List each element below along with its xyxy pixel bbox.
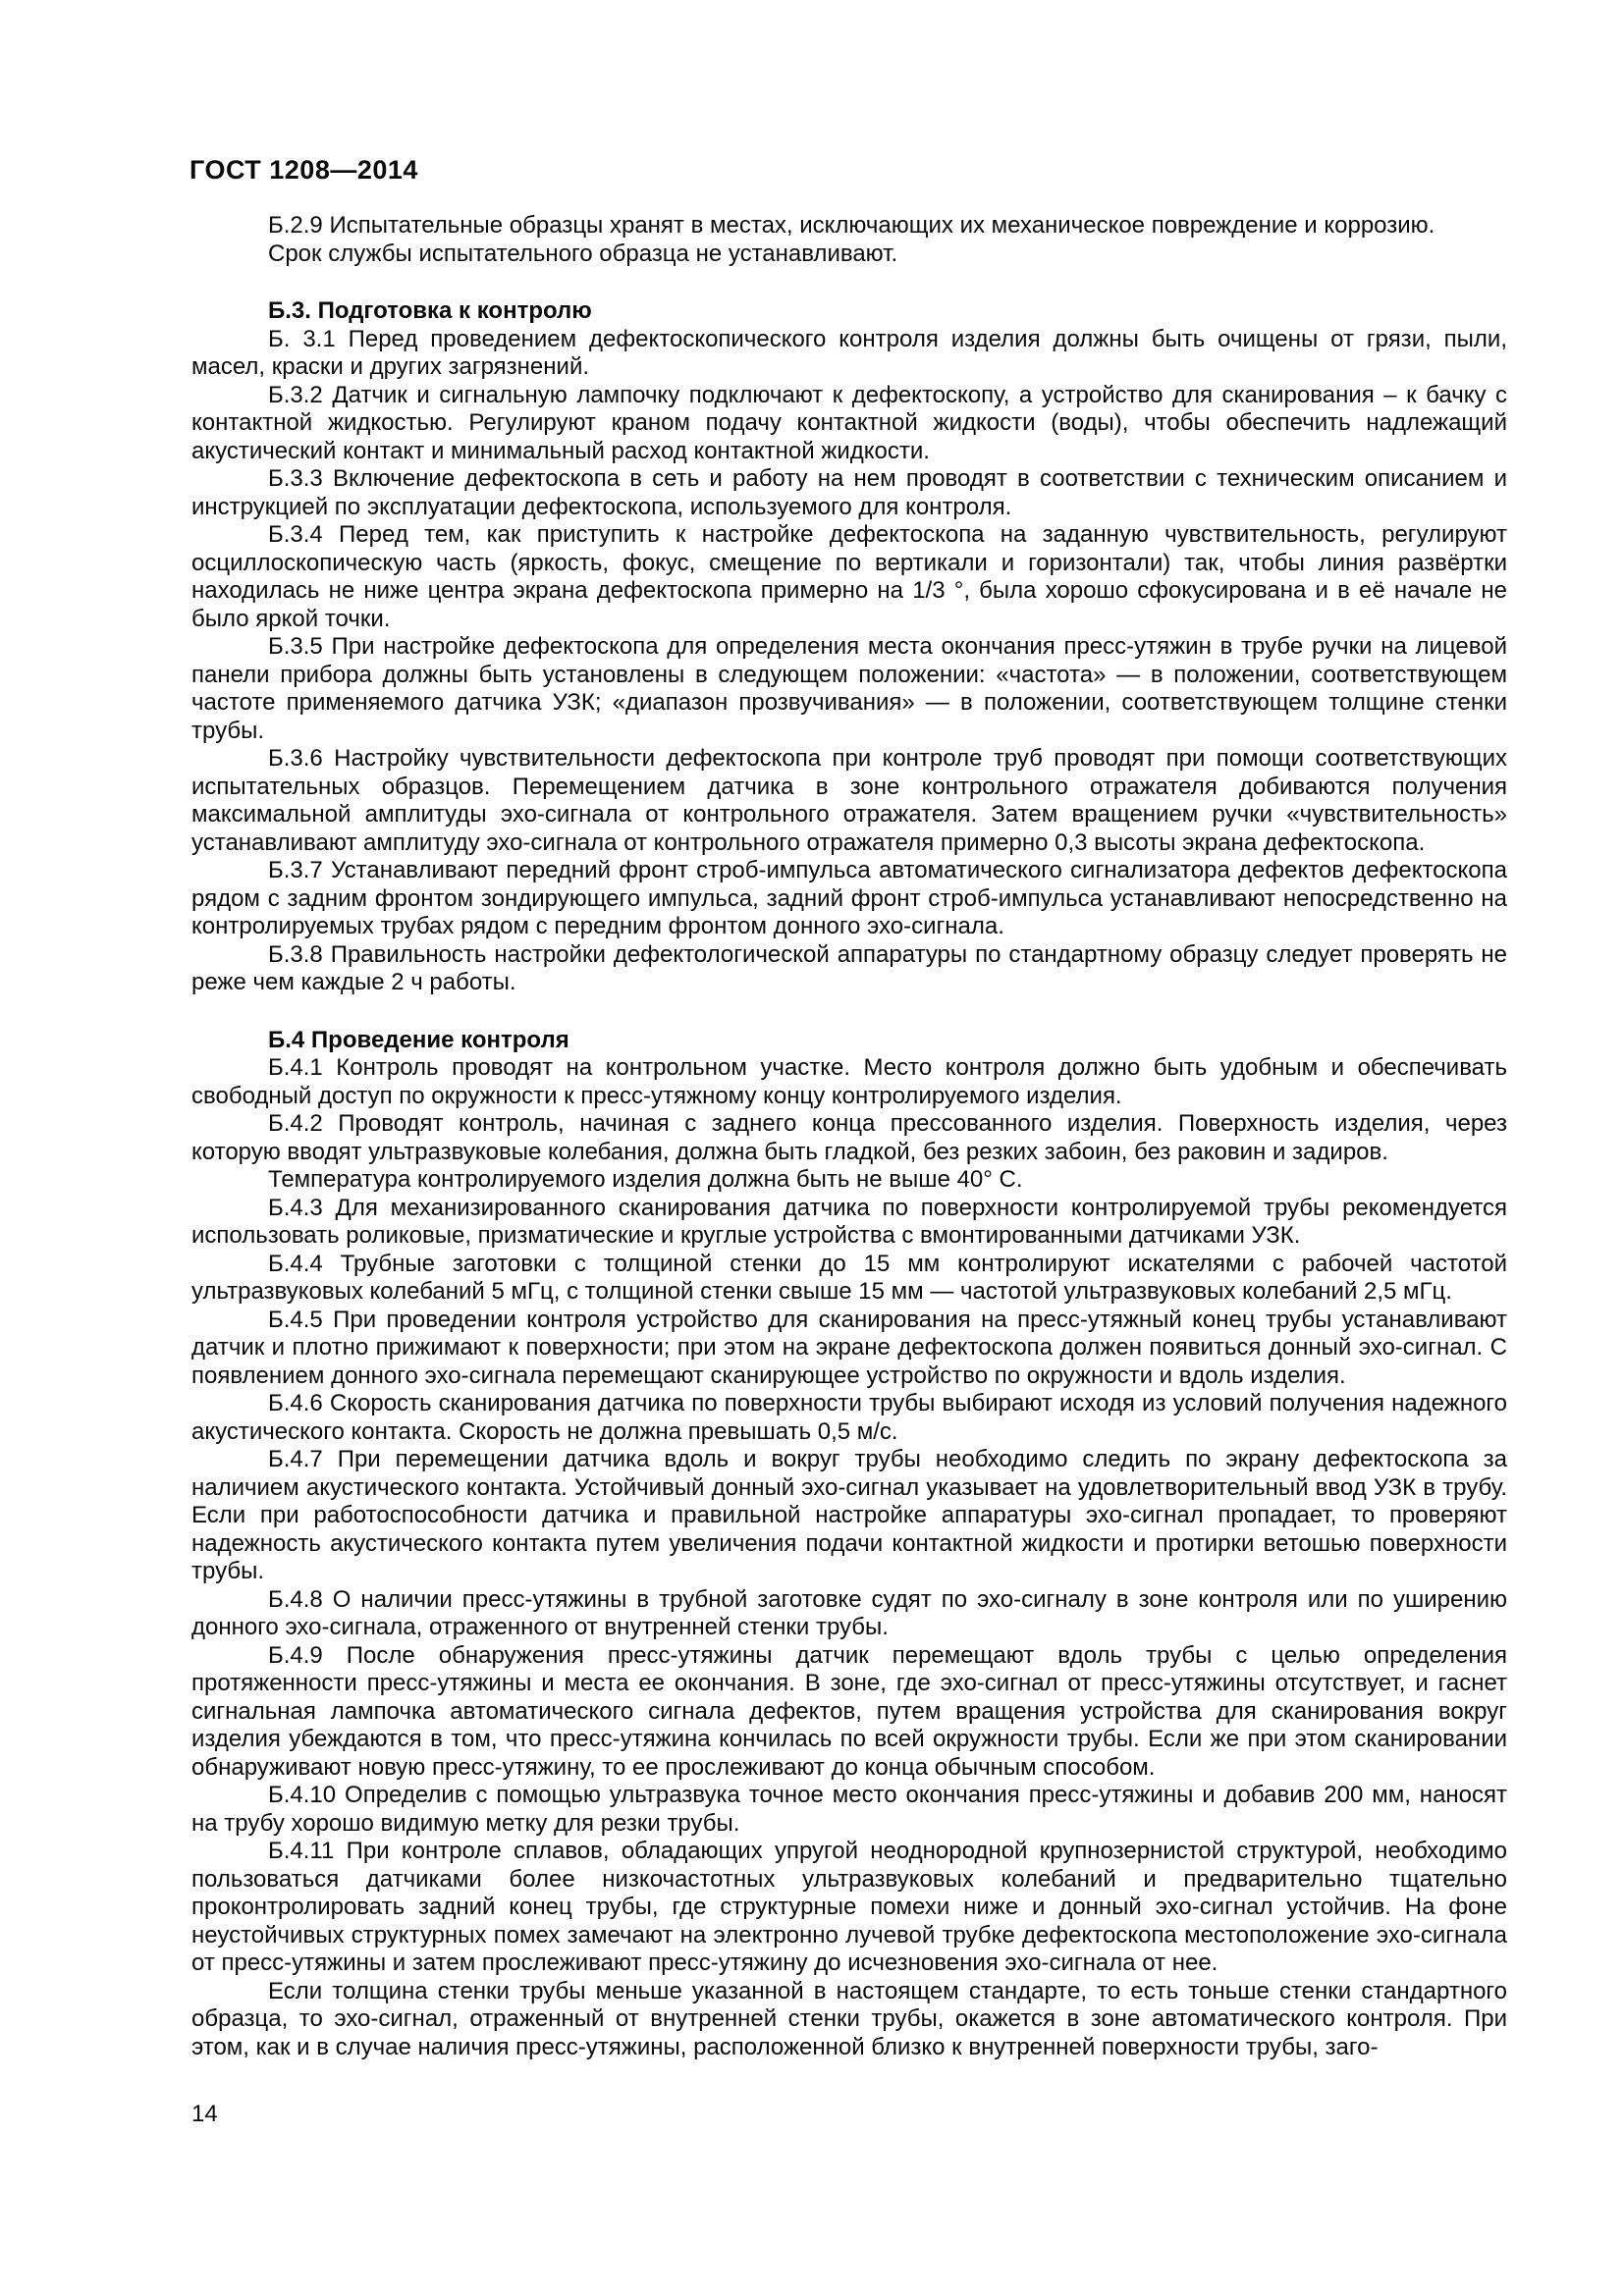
paragraph: Б.4.2 Проводят контроль, начиная с заднего конца прессованного изделия. Поверхность изделия, через которую вводят ультразвуковые колебания, должна быть гладкой, без резких забоин, без раковин и задиров.	[191, 1110, 1507, 1165]
paragraph: Температура контролируемого изделия должна быть не выше 40° С.	[268, 1166, 1023, 1193]
paragraph: Б.4.5 При проведении контроля устройство для сканирования на пресс-утяжный конец трубы устанавливают датчик и плотно прижимают к поверхности; при этом на экране дефектоскопа должен появиться донный эхо-сигнал. С появлением донного эхо-сигнала перемещают сканирующее устройство по окружности и вдоль изделия.	[191, 1306, 1507, 1389]
paragraph: Б.3.2 Датчик и сигнальную лампочку подключают к дефектоскопу, а устройство для сканирования – к бачку с контактной жидкостью. Регулируют краном подачу контактной жидкости (воды), чтобы обеспечить надлежащий акустический контакт и минимальный расход контактной жидкости.	[191, 381, 1507, 464]
paragraph: Б.3.8 Правильность настройки дефектологической аппаратуры по стандартному образцу следует проверять не реже чем каждые 2 ч работы.	[191, 940, 1507, 995]
paragraph: Б.4.1 Контроль проводят на контрольном участке. Место контроля должно быть удобным и обеспечивать свободный доступ по окружности к пресс-утяжному концу контролируемого изделия.	[191, 1054, 1507, 1109]
content-column	[191, 212, 1507, 2061]
standard-code-header: ГОСТ 1208—2014	[189, 155, 418, 185]
paragraph: Б.4.10 Определив с помощью ультразвука точное место окончания пресс-утяжины и добавив 200 мм, наносят на трубу хорошо видимую метку для резки трубы.	[191, 1782, 1507, 1837]
paragraph: Б. 3.1 Перед проведением дефектоскопического контроля изделия должны быть очищены от грязи, пыли, масел, краски и других загрязнений.	[191, 325, 1507, 380]
paragraph: Если толщина стенки трубы меньше указанной в настоящем стандарте, то есть тоньше стенки стандартного образца, то эхо-сигнал, отраженный от внутренней стенки трубы, окажется в зоне автоматического контроля. При этом, как и в случае наличия пресс-утяжины, расположенной близко к внутренней поверхности трубы, заго-	[191, 1977, 1507, 2060]
paragraph: Б.4.8 О наличии пресс-утяжины в трубной заготовке судят по эхо-сигналу в зоне контроля или по уширению донного эхо-сигнала, отраженного от внутренней стенки трубы.	[191, 1585, 1507, 1640]
paragraph: Б.2.9 Испытательные образцы хранят в местах, исключающих их механическое повреждение и коррозию.	[268, 212, 1435, 239]
paragraph: Б.3.4 Перед тем, как приступить к настройке дефектоскопа на заданную чувствительность, регулируют осциллоскопическую часть (яркость, фокус, смещение по вертикали и горизонтали) так, чтобы линия развёртки находилась не ниже центра экрана дефектоскопа примерно на 1/3 °, была хорошо сфокусирована и в её начале не было яркой точки.	[191, 521, 1507, 632]
paragraph: Б.4.7 При перемещении датчика вдоль и вокруг трубы необходимо следить по экрану дефектоскопа за наличием акустического контакта. Устойчивый донный эхо-сигнал указывает на удовлетворительный ввод УЗК в трубу. Если при работоспособности датчика и правильной настройке аппаратуры эхо-сигнал пропадает, то проверяют надежность акустического контакта путем увеличения подачи контактной жидкости и протирки ветошью поверхности трубы.	[191, 1446, 1507, 1584]
paragraph: Б.4.6 Скорость сканирования датчика по поверхности трубы выбирают исходя из условий получения надежного акустического контакта. Скорость не должна превышать 0,5 м/с.	[191, 1390, 1507, 1445]
paragraph: Б.4.9 После обнаружения пресс-утяжины датчик перемещают вдоль трубы с целью определения протяженности пресс-утяжины и места ее окончания. В зоне, где эхо-сигнал от пресс-утяжины отсутствует, и гаснет сигнальная лампочка автоматического сигнала дефектов, путем вращения устройства для сканирования вокруг изделия убеждаются в том, что пресс-утяжина кончилась по всей окружности трубы. Если же при этом сканировании обнаруживают новую пресс-утяжину, то ее прослеживают до конца обычным способом.	[191, 1641, 1507, 1781]
paragraph: Б.4.11 При контроле сплавов, обладающих упругой неоднородной крупнозернистой структурой, необходимо пользоваться датчиками более низкочастотных ультразвуковых колебаний и предварительно тщательно проконтролировать задний конец трубы, где структурные помехи ниже и донный эхо-сигнал устойчив. На фоне неустойчивых структурных помех замечают на электронно лучевой трубке дефектоскопа местоположение эхо-сигнала от пресс-утяжины и затем прослеживают пресс-утяжину до исчезновения эхо-сигнала от нее.	[191, 1838, 1507, 1976]
paragraph: Срок службы испытательного образца не устанавливают.	[268, 240, 898, 267]
paragraph: Б.3.6 Настройку чувствительности дефектоскопа при контроле труб проводят при помощи соответствующих испытательных образцов. Перемещением датчика в зоне контрольного отражателя добиваются получения максимальной амплитуды эхо-сигнала от контрольного отражателя. Затем вращением ручки «чувствительность» устанавливают амплитуду эхо-сигнала от контрольного отражателя примерно 0,3 высоты экрана дефектоскопа.	[191, 745, 1507, 856]
page-number: 14	[191, 2101, 218, 2127]
paragraph: Б.3.3 Включение дефектоскопа в сеть и работу на нем проводят в соответствии с техническим описанием и инструкцией по эксплуатации дефектоскопа, используемого для контроля.	[191, 465, 1507, 520]
paragraph: Б.4.4 Трубные заготовки с толщиной стенки до 15 мм контролируют искателями с рабочей частотой ультразвуковых колебаний 5 мГц, с толщиной стенки свыше 15 мм — частотой ультразвуковых колебаний 2,5 мГц.	[191, 1250, 1507, 1305]
section-heading: Б.4 Проведение контроля	[268, 1026, 569, 1053]
paragraph: Б.3.7 Устанавливают передний фронт строб-импульса автоматического сигнализатора дефектов дефектоскопа рядом с задним фронтом зондирующего импульса, задний фронт строб-импульса устанавливают непосредственно на контролируемых трубах рядом с передним фронтом донного эхо-сигнала.	[191, 857, 1507, 939]
section-heading: Б.3. Подготовка к контролю	[268, 297, 592, 324]
paragraph: Б.3.5 При настройке дефектоскопа для определения места окончания пресс-утяжин в трубе ручки на лицевой панели прибора должны быть установлены в следующем положении: «частота» — в положении, соответствующем частоте применяемого датчика УЗК; «диапазон прозвучивания» — в положении, соответствующем толщине стенки трубы.	[191, 633, 1507, 744]
paragraph: Б.4.3 Для механизированного сканирования датчика по поверхности контролируемой трубы рекомендуется использовать роликовые, призматические и круглые устройства с вмонтированными датчиками УЗК.	[191, 1194, 1507, 1249]
